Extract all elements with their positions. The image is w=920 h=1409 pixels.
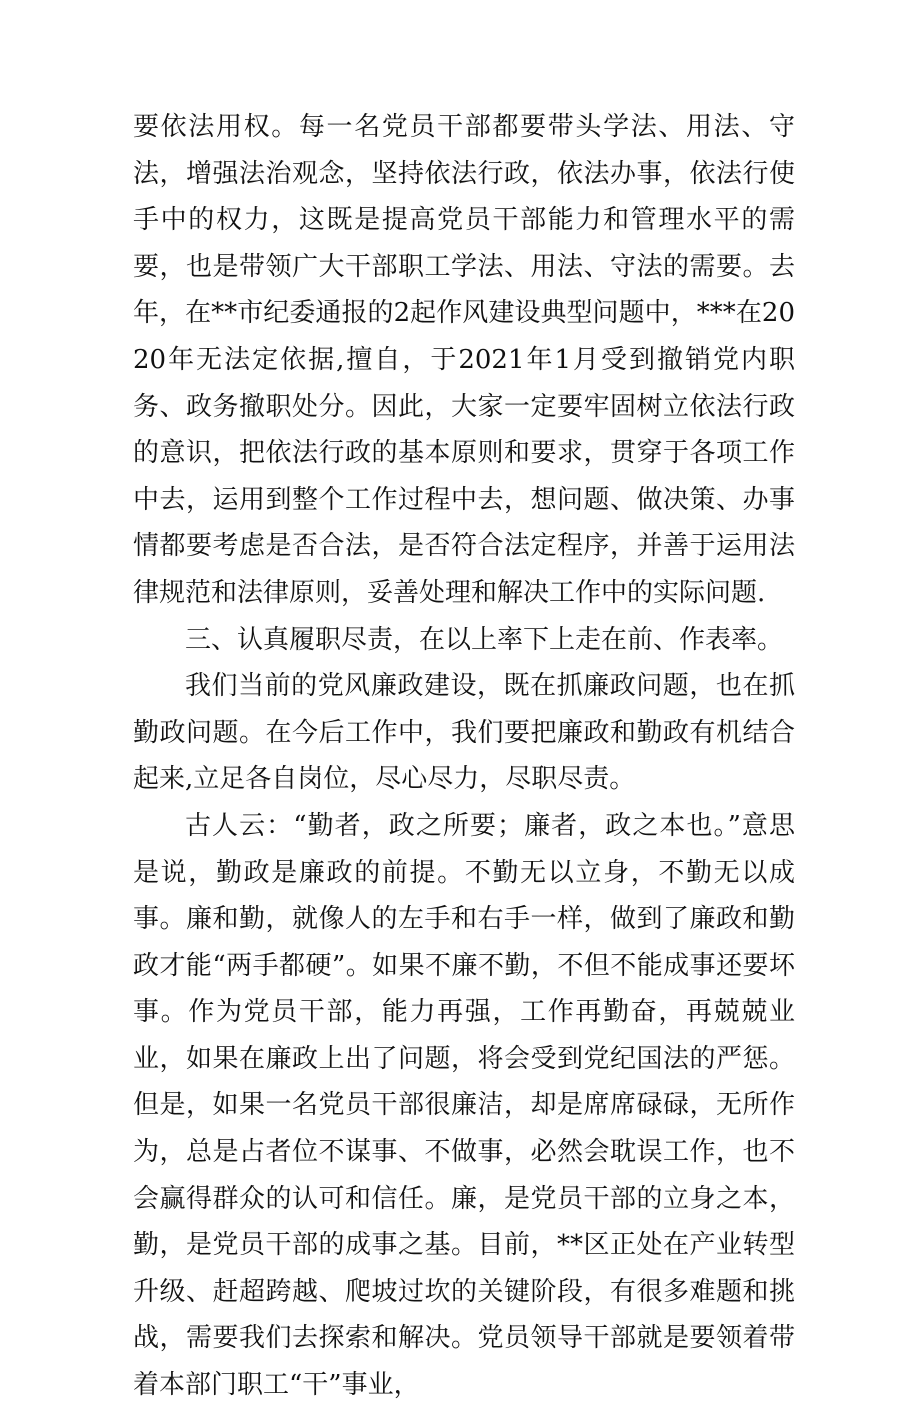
paragraph-body: 古人云：“勤者，政之所要；廉者，政之本也。”意思是说，勤政是廉政的前提。不勤无以立身，不勤无以成事。廉和勤，就像人的左手和右手一样，做到了廉政和勤政才能“两手都硬”。如果不廉不勤，不但不能成事还要坏事。作为党员干部，能力再强，工作再勤奋，再兢兢业业，如果在廉政上出了问题，将会受到党纪国法的严惩。但是，如果一名党员干部很廉洁，却是席席碌碌，无所作为，总是占者位不谋事、不做事，必然会耽误工作，也不会赢得群众的认可和信任。廉，是党员干部的立身之本，勤，是党员干部的成事之基。目前，**区正处在产业转型升级、赶超跨越、爬坡过坎的关键阶段，有很多难题和挑战，需要我们去探索和解决。党员领导干部就是要领着带着本部门职工“干”事业， bbox=[133, 810, 795, 1401]
paragraph-body: 我们当前的党风廉政建设，既在抓廉政问题，也在抓勤政问题。在今后工作中，我们要把廉政和勤政有机结合起来,立足各自岗位，尽心尽力，尽职尽责。 bbox=[133, 671, 795, 795]
document-body bbox=[133, 104, 795, 1409]
section-heading: 三、认真履职尽责，在以上率下上走在前、作表率。 bbox=[185, 624, 784, 655]
paragraph-continuation: 要依法用权。每一名党员干部都要带头学法、用法、守法，增强法治观念，坚持依法行政，依法办事，依法行使手中的权力，这既是提高党员干部能力和管理水平的需要，也是带领广大干部职工学法、用法、守法的需要。去年，在**市纪委通报的2起作风建设典型问题中，***在2020年无法定依据,擅自，于2021年1月受到撤销党内职务、政务撤职处分。因此，大家一定要牢固树立依法行政的意识，把依法行政的基本原则和要求，贯穿于各项工作中去，运用到整个工作过程中去，想问题、做决策、办事情都要考虑是否合法，是否符合法定程序，并善于运用法律规范和法律原则，妥善处理和解决工作中的实际问题. bbox=[133, 112, 795, 608]
